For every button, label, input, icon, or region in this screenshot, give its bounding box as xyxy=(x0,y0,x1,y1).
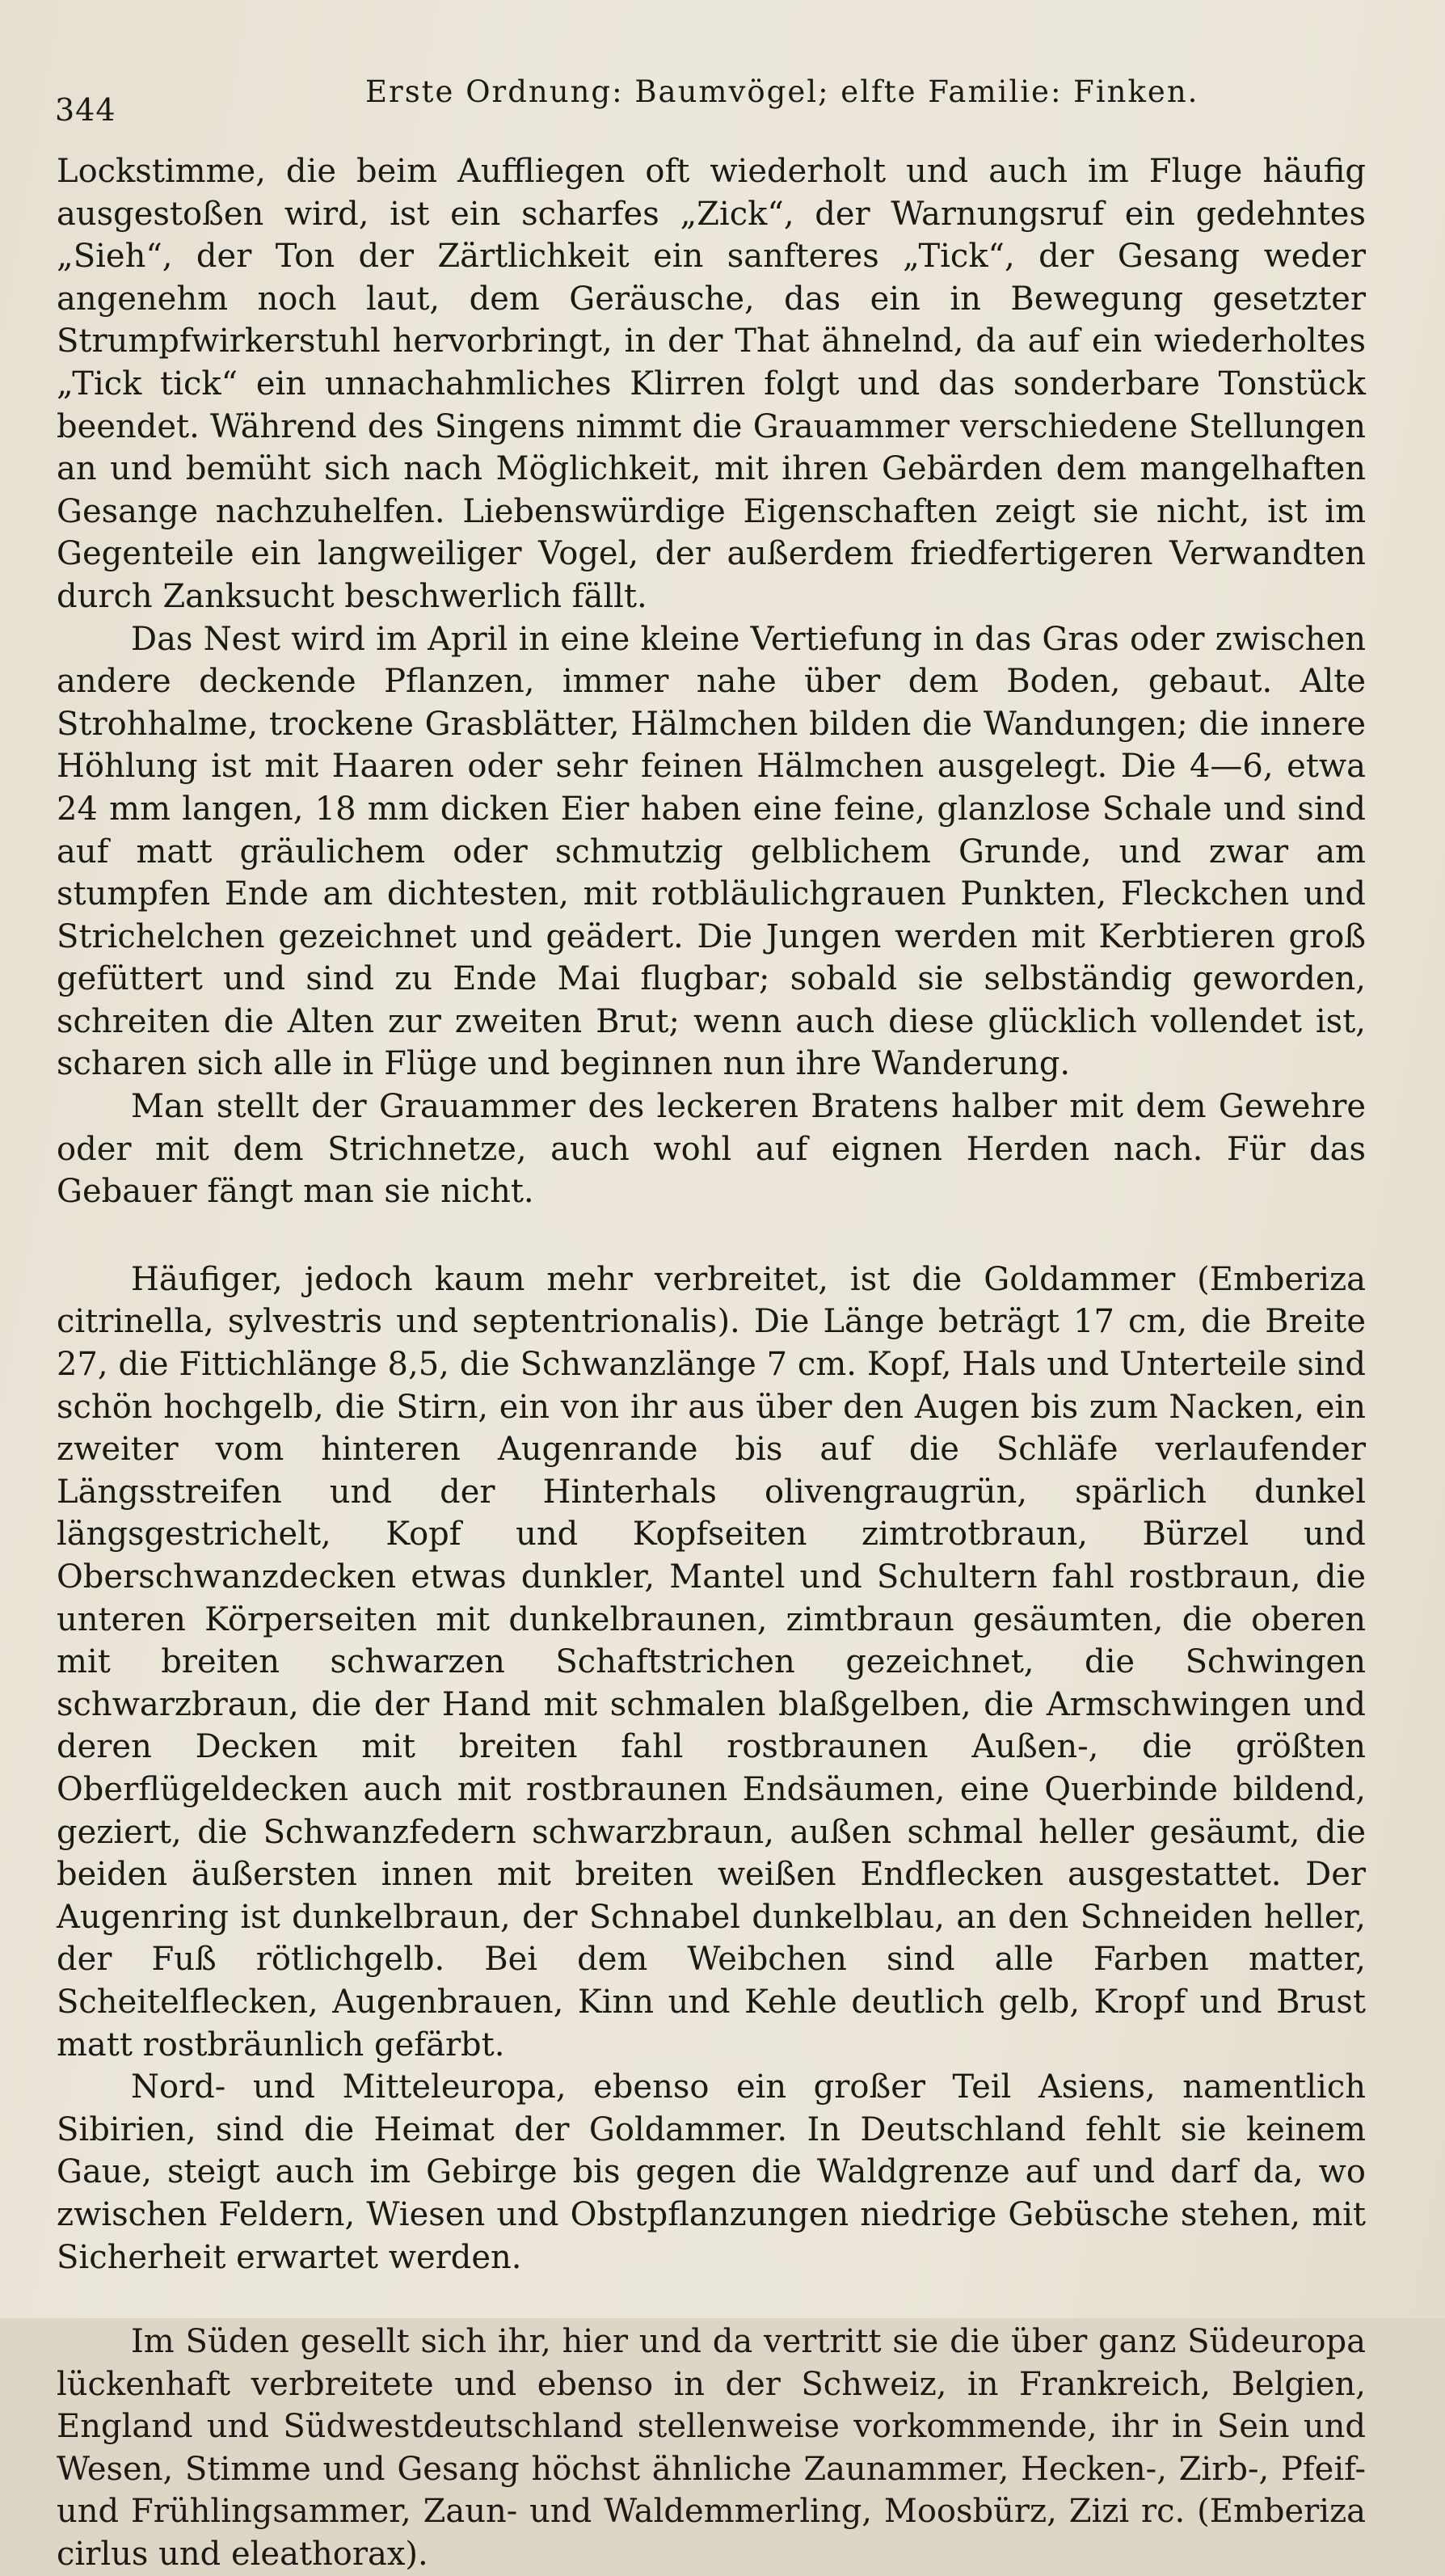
paragraph-hunting: Man stellt der Grauammer des leckeren Bratens halber mit dem Gewehre oder mit dem Strichnetze, auch wohl auf eignen Herden nach. Für das Gebauer fängt man sie nicht. xyxy=(57,1088,1366,1211)
paragraph-goldammer-range: Nord- und Mitteleuropa, ebenso ein großer Teil Asiens, namentlich Sibirien, sind die Heimat der Goldammer. In Deutschland fehlt sie keinem Gaue, steigt auch im Gebirge bis gegen die Waldgrenze auf und darf da, wo zwischen Feldern, Wiesen und Obstpflanzungen niedrige Gebüsche stehen, mit Sicherheit erwartet werden. xyxy=(57,2068,1366,2276)
paragraph-nest: Das Nest wird im April in eine kleine Vertiefung in das Gras oder zwischen andere deckende Pflanzen, immer nahe über dem Boden, gebaut. Alte Strohhalme, trockene Grasblätter, Hälmchen bilden die Wandungen; die innere Höhlung ist mit Haaren oder sehr feinen Hälmchen ausgelegt. Die 4—6, etwa 24 mm langen, 18 mm dicken Eier haben eine feine, glanzlose Schale und sind auf matt gräulichem oder schmutzig gelblichem Grunde, und zwar am stumpfen Ende am dichtesten, mit rotbläulichgrauen Punkten, Fleckchen und Strichelchen gezeichnet und geädert. Die Jungen werden mit Kerbtieren groß gefüttert und sind zu Ende Mai flugbar; sobald sie selbständig geworden, schreiten die Alten zur zweiten Brut; wenn auch diese glücklich vollendet ist, scharen sich alle in Flüge und beginnen nun ihre Wanderung. xyxy=(57,620,1366,1083)
page-number: 344 xyxy=(55,92,116,128)
paragraph-lockstimme: Lockstimme, die beim Auffliegen oft wiederholt und auch im Fluge häufig ausgestoßen wird, ist ein scharfes „Zick“, der Warnungsruf ein gedehntes „Sieh“, der Ton der Zärtlichkeit ein sanfteres „Tick“, der Gesang weder angenehm noch laut, dem Geräusche, das ein in Bewegung gesetzter Strumpfwirkerstuhl hervorbringt, in der That ähnelnd, da auf ein wiederholtes „Tick tick“ ein unnachahmliches Klirren folgt und das sonderbare Tonstück beendet. Während des Singens nimmt die Grauammer verschiedene Stellungen an und bemüht sich nach Möglichkeit, mit ihren Gebärden dem mangelhaften Gesange nachzuhelfen. Liebenswürdige Eigenschaften zeigt sie nicht, ist im Gegenteile ein langweiliger Vogel, der außerdem friedfertigeren Verwandten durch Zanksucht beschwerlich fällt. xyxy=(57,153,1366,615)
page-header xyxy=(55,74,1380,128)
body-text xyxy=(57,150,1366,2576)
paragraph-goldammer-description: Häufiger, jedoch kaum mehr verbreitet, ist die Goldammer (Emberiza citrinella, sylvestris und septentrionalis). Die Länge beträgt 17 cm, die Breite 27, die Fittichlänge 8,5, die Schwanzlänge 7 cm. Kopf, Hals und Unterteile sind schön hochgelb, die Stirn, ein von ihr aus über den Augen bis zum Nacken, ein zweiter vom hinteren Augenrande bis auf die Schläfe verlaufender Längsstreifen und der Hinterhals olivengraugrün, spärlich dunkel längsgestrichelt, Kopf und Kopfseiten zimtrotbraun, Bürzel und Oberschwanzdecken etwas dunkler, Mantel und Schultern fahl rostbraun, die unteren Körperseiten mit dunkelbraunen, zimtbraun gesäumten, die oberen mit breiten schwarzen Schaftstrichen gezeichnet, die Schwingen schwarzbraun, die der Hand mit schmalen blaßgelben, die Armschwingen und deren Decken mit breiten fahl rostbraunen Außen-, die größten Oberflügeldecken auch mit rostbraunen Endsäumen, eine Querbinde bildend, geziert, die Schwanzfedern schwarzbraun, außen schmal heller gesäumt, die beiden äußersten innen mit breiten weißen Endflecken ausgestattet. Der Augenring ist dunkelbraun, der Schnabel dunkelblau, an den Schneiden heller, der Fuß rötlichgelb. Bei dem Weibchen sind alle Farben matter, Scheitelflecken, Augenbrauen, Kinn und Kehle deutlich gelb, Kropf und Brust matt rostbräunlich gefärbt. xyxy=(57,1260,1366,2064)
paragraph-zaunammer: Im Süden gesellt sich ihr, hier und da vertritt sie die über ganz Südeuropa lückenhaft verbreitete und ebenso in der Schweiz, in Frankreich, Belgien, England und Südwestdeutschland stellenweise vorkommende, ihr in Sein und Wesen, Stimme und Gesang höchst ähnliche Zaunammer, Hecken-, Zirb-, Pfeif- und Frühlingsammer, Zaun- und Waldemmerling, Moosbürz, Zizi rc. (Emberiza cirlus und eleathorax). xyxy=(57,2323,1366,2574)
running-head: Erste Ordnung: Baumvögel; elfte Familie: Finken. xyxy=(365,74,1199,109)
